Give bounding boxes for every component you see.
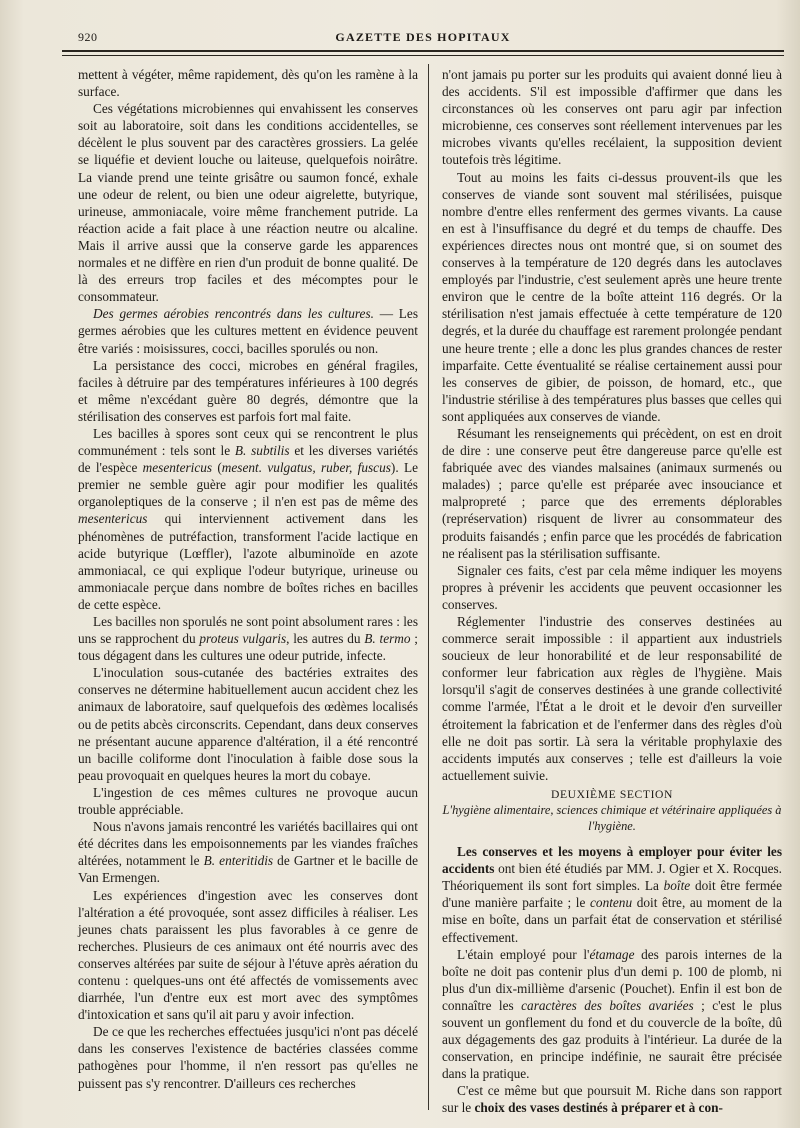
species-name: mesentericus — [142, 460, 213, 476]
species-name: B. enteritidis — [203, 853, 274, 869]
species-name: proteus vulgaris — [199, 631, 287, 647]
right-paragraph-3: Résumant les renseignements qui précèdent, on est en droit de dire : une conserve peut être dangereuse parce qu'elle est fabriquée avec des viandes malsaines (animaux surmenés ou malades) ; parce qu'elle est préparée avec insouciance et malpropreté ; parce que des errements déplorables (représervation) risquent de livrer au consommateur des produits faisandés ; enfin parce que les procédés de fabrication ne réalisent pas la stérilisation suffisante. — [442, 425, 782, 561]
left-paragraph-3-text: — Les germes aérobies que les cultures mettent en évidence peuvent être variés : moisissures, cocci, bacilles sporulés ou non. — [78, 306, 418, 356]
column-divider — [428, 64, 429, 1110]
right-column — [442, 66, 782, 1117]
text-run: C'est ce même but que poursuit M. Riche dans son rapport sur le — [442, 1083, 782, 1116]
text-run: Les bacilles à spores sont ceux qui se rencontrent le plus communément : tels sont le — [78, 425, 418, 459]
left-paragraph-11: De ce que les recherches effectuées jusqu'ici n'ont pas décelé dans les conserves l'existence de bactéries classées comme pathogènes pour l'homme, il n'en ressort pas qu'elles ne puissent pas s'y rencontrer. D'ailleurs ces recherches — [78, 1024, 418, 1091]
text-run: ). Le premier ne semble guère agir pour modifier les qualités organoleptiques de la conserve ; il n'en est pas de même des — [78, 460, 418, 510]
right-paragraph-2: Tout au moins les faits ci-dessus prouvent-ils que les conserves de viande sont souvent mal stérilisées, puisque nombre d'entre elles renferment des germes vivants. La cause en est à l'insuffisance du degré et du temps de chauffe. Des expériences directes nous ont montré que, si on soumet des conserves à la température de 120 degrés dans les autoclaves employés par l'industrie, c'est seulement après une heure trente environ que le centre de la boîte atteint 116 degrés. Or la stérilisation n'est jamais effectuée à cette température de 120 degrés, et la durée du chauffage est rarement prolongée pendant une heure trente ; elle a donc les plus grandes chances de rester imparfaite. Cette éventualité se réalise certainement aussi pour les conserves de gibier, de poisson, de homard, etc., que l'industrie stérilise à des températures plus basses que celles qui sont appliquées aux conserves de viande. — [442, 169, 782, 424]
left-paragraph-9 — [78, 818, 418, 886]
bold-topic: choix des vases destinés à préparer et à con- — [474, 1100, 723, 1116]
bold-topic: Les conserves et les moyens à employer pour éviter les accidents — [442, 844, 782, 877]
right-paragraph-7 — [442, 946, 782, 1083]
right-paragraph-1: n'ont jamais pu porter sur les produits qui avaient donné lieu à des accidents. S'il est impossible d'affirmer que dans les circonstances où les conserves ont paru agir par infection microbienne, ces conserves sont réellement intervenues par les microbes vivants qu'elles recélaient, la supposition devient toutefois très légitime. — [442, 67, 782, 168]
header-rule-thin — [62, 55, 784, 56]
section-title: DEUXIÈME SECTION — [551, 787, 673, 801]
left-column — [78, 66, 418, 1092]
right-paragraph-5: Réglementer l'industrie des conserves destinées au commerce serait impossible : il appartient aux industriels soucieux de leur honorabilité et de leur responsabilité de conformer leur fabrication aux règles de l'hygiène. Mais lorsqu'il s'agit de conserves destinées à une grande collectivité comme l'armée, l'État a le droit et le devoir d'en surveiller étroitement la fabrication et de l'enfermer dans des règles d'où elle ne doit pas sortir. Là sera la véritable prophylaxie des accidents imputés aux conserves ; telle est d'ailleurs la voie actuellement suivie. — [442, 614, 782, 783]
left-paragraph-3 — [78, 305, 418, 356]
text-run: de Gartner et le bacille de Van Ermengen. — [78, 853, 418, 886]
text-run: ( — [212, 460, 222, 476]
text-run: doit être, au moment de la mise en boîte, dans un parfait état de conservation et stérilisé effectivement. — [442, 895, 782, 945]
species-name: B. termo — [364, 631, 411, 647]
header-rule-thick — [62, 50, 784, 52]
text-run: ont bien été étudiés par MM. J. Ogier et X. Rocques. Théoriquement ils sont fort simples. La — [442, 861, 782, 894]
italic-term: contenu — [590, 895, 633, 911]
left-paragraph-10: Les expériences d'ingestion avec les conserves dont l'altération a été provoquée, sont assez difficiles à réaliser. Les jeunes chats paraissent les plus favorables à ce genre de recherches. Plusieurs de ces animaux ont été nourris avec des conserves altérées par suite de séjour à l'étuve après aération du contenu : quelques-uns ont été affectés de vomissements avec diarrhée, l'un d'entre eux est mort avec des symptômes d'intoxication et sans qu'il ait paru y avoir infection. — [78, 887, 418, 1023]
section-subtitle: L'hygiène alimentaire, sciences chimique et vétérinaire appliquées à l'hygiène. — [442, 803, 782, 833]
right-paragraph-6 — [442, 843, 782, 946]
species-name: mesent. vulgatus, ruber, fuscus — [221, 460, 391, 476]
text-run: et les diverses variétés de l'espèce — [78, 443, 418, 476]
text-run: , les autres du — [286, 631, 365, 647]
page-header — [62, 26, 784, 48]
left-paragraph-2: Ces végétations microbiennes qui envahissent les conserves soit au laboratoire, soit dans les conditions accidentelles, se décèlent le plus souvent par des caractères grossiers. La gelée se liquéfie et devient louche ou laiteuse, quelquefois noirâtre. La viande prend une teinte grisâtre ou saumon foncé, exhale une odeur de relent, ou bien une odeur aigrelette, butyrique, urineuse, ammoniacale, voire même franchement putride. La réaction acide a fait place à une réaction neutre ou alcaline. Mais il arrive aussi que la conserve garde les apparences normales et ne diffère en rien d'un produit de bonne qualité. De là des erreurs trop faciles et des mécomptes pour le consommateur. — [78, 101, 418, 305]
left-paragraph-6 — [78, 613, 418, 664]
text-run: Les bacilles non sporulés ne sont point absolument rares : les uns se rapprochent du — [78, 614, 418, 647]
running-title: GAZETTE DES HOPITAUX — [335, 30, 511, 44]
text-run: doit être fermée d'une manière parfaite ; le — [442, 878, 782, 911]
subheading-aerobic-germs: Des germes aérobies rencontrés dans les cultures. — [93, 306, 374, 322]
species-name: mesentericus — [78, 511, 148, 527]
text-run: ; c'est le plus souvent un gonflement du fond et du couvercle de la boîte, dû aux dégagements des gaz produits à l'intérieur. La durée de la conservation, en principe indéfinie, ne saurait être précisée dans la pratique. — [442, 997, 782, 1082]
italic-term: caractères des boîtes avariées — [521, 997, 694, 1013]
species-name: B. subtilis — [234, 443, 290, 459]
right-paragraph-8 — [442, 1082, 782, 1116]
left-paragraph-5 — [78, 425, 418, 613]
left-paragraph-1: mettent à végéter, même rapidement, dès qu'on les ramène à la surface. — [78, 67, 418, 100]
text-run: Nous n'avons jamais rencontré les variétés bacillaires qui ont été décrites dans les empoisonnements par les viandes fraîches altérées, notamment le — [78, 819, 418, 869]
page-number: 920 — [78, 30, 98, 44]
text-run: qui interviennent activement dans les phénomènes de putréfaction, transforment l'acide lactique en acide butyrique (Lœffler), l'azote albuminoïde en azote ammoniacal, ce qui explique l'odeur butyrique, urineuse ou ammoniacale perçue dans nombre de boîtes riches en bacilles de cette espèce. — [78, 511, 418, 612]
left-paragraph-4: La persistance des cocci, microbes en général fragiles, faciles à détruire par des températures inférieures à 100 degrés et même n'excédant guère 80 degrés, démontre que la stérilisation des conserves est parfois fort mal faite. — [78, 357, 418, 424]
left-paragraph-8: L'ingestion de ces mêmes cultures ne provoque aucun trouble appréciable. — [78, 784, 418, 818]
text-run: des parois internes de la boîte ne doit pas contenir plus d'un demi p. 100 de plomb, ni plus d'un dix-millième d'arsenic (Pouchet). Enfin il est bon de connaître les — [442, 946, 782, 1013]
text-run: L'étain employé pour l' — [457, 946, 590, 962]
text-run: ; tous dégagent dans les cultures une odeur putride, infecte. — [78, 631, 418, 664]
right-paragraph-4: Signaler ces faits, c'est par cela même indiquer les moyens propres à prévenir les accidents que peuvent occasionner les conserves. — [442, 562, 782, 612]
italic-term: boîte — [663, 878, 691, 894]
left-paragraph-7: L'inoculation sous-cutanée des bactéries extraites des conserves ne détermine habituellement aucun accident chez les animaux de laboratoire, sauf quelquefois des œdèmes localisés ou de petits abcès circonscrits. Cependant, dans deux conserves ne présentant aucune apparence d'altération, il a été rencontré un bacille coliforme dont l'inoculation à faible dose sous la peau provoquait en quelques heures la mort du cobaye. — [78, 665, 418, 783]
italic-term: étamage — [589, 946, 635, 962]
